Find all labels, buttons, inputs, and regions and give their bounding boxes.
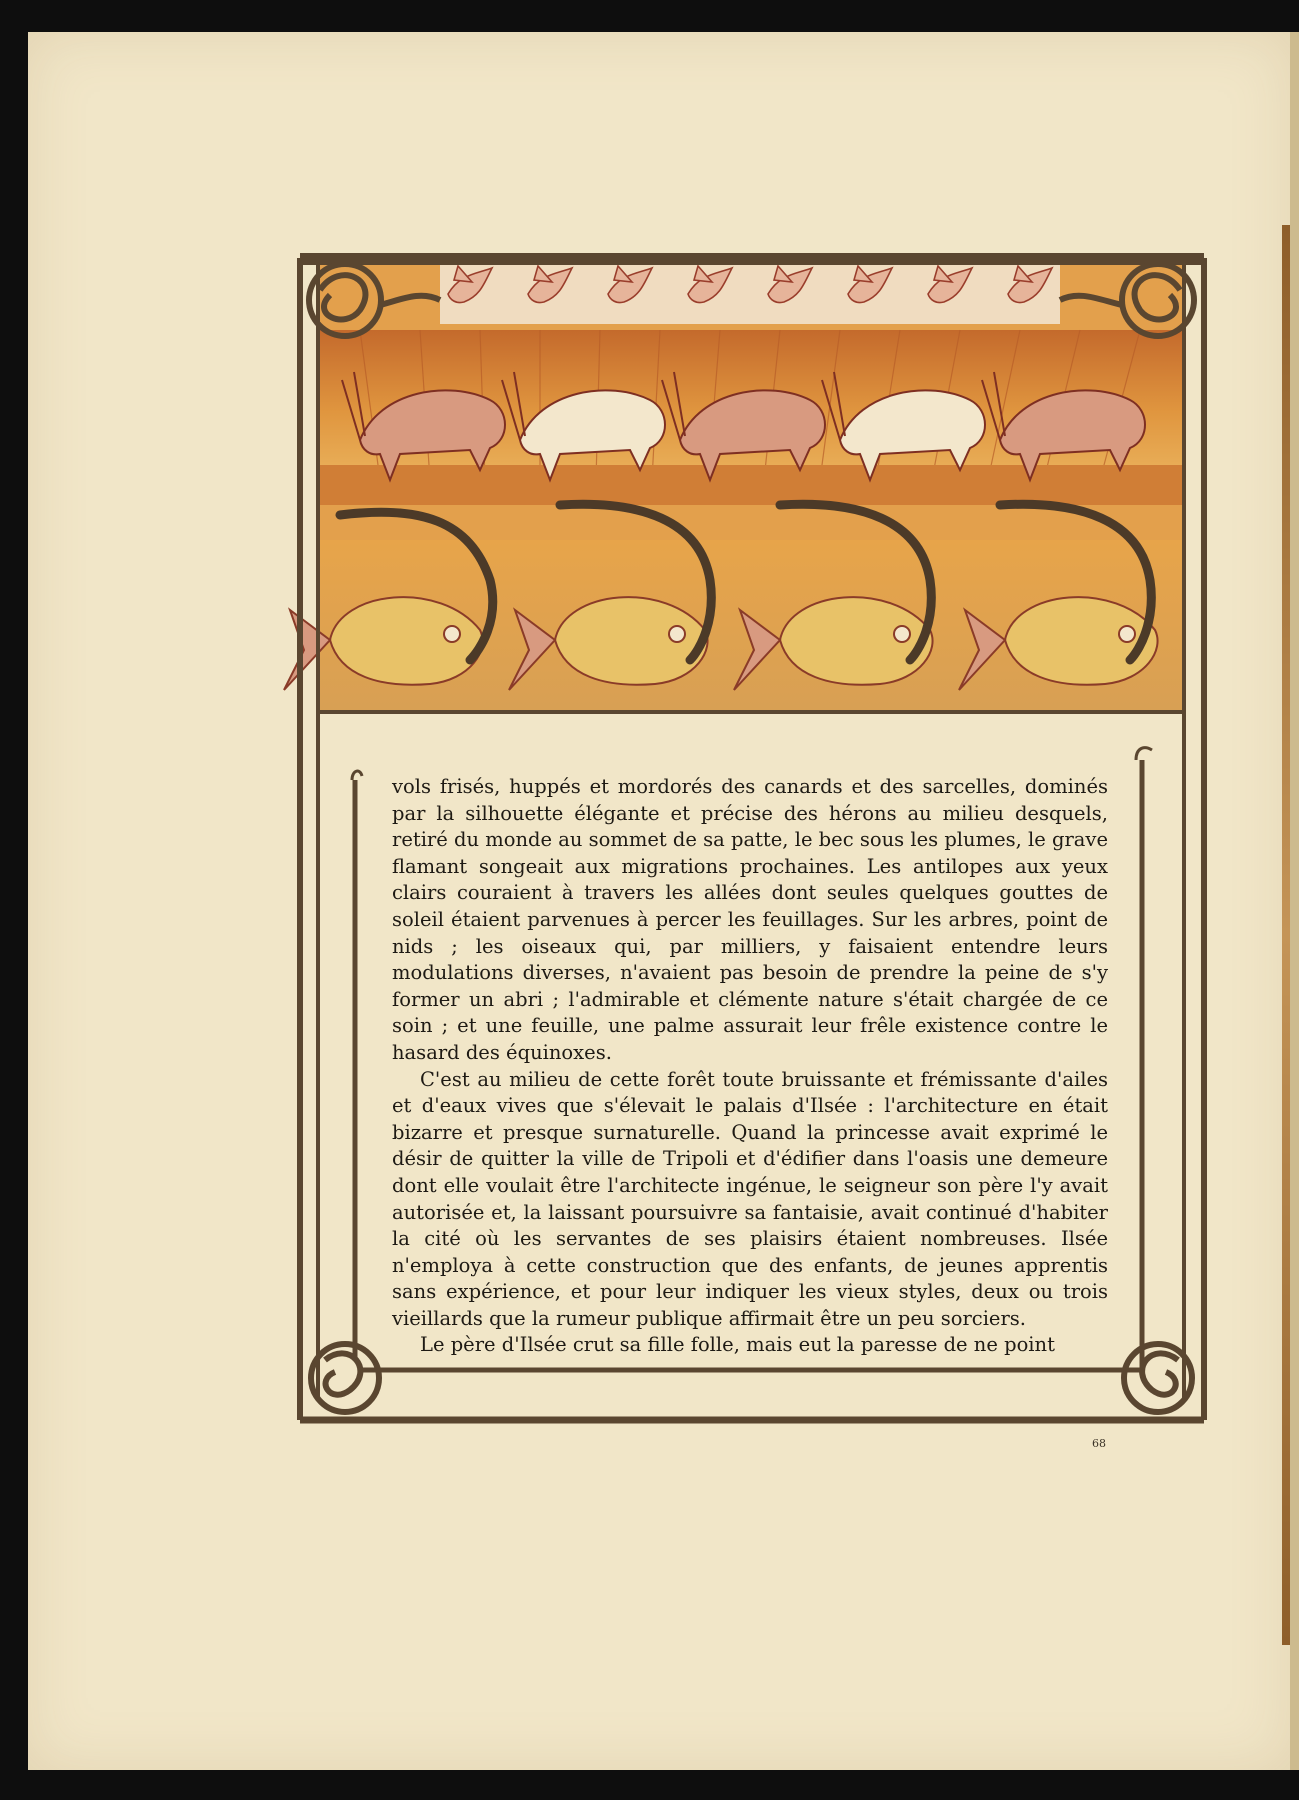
antelope-frieze: [318, 330, 1184, 505]
body-text: [392, 774, 1108, 1359]
page-number: 68: [1092, 1437, 1106, 1450]
paragraph: vols frisés, huppés et mordorés des canards et des sarcelles, dominés par la silhouette élégante et précise des hérons au milieu desquels, retiré du monde au sommet de sa patte, le bec sous les plumes, le grave flamant songeait aux migrations prochaines. Les antilopes aux yeux clairs couraient à travers les allées dont seules quelques gouttes de soleil étaient parvenues à percer les feuillages. Sur les arbres, point de nids ; les oiseaux qui, par milliers, y faisaient entendre leurs modulations diverses, n'avaient pas besoin de prendre la peine de s'y former un abri ; l'admirable et clémente nature s'était chargée de ce soin ; et une feuille, une palme assurait leur frêle existence contre le hasard des équinoxes.: [392, 775, 1108, 1064]
corner-knot-bottom-left: [311, 1344, 379, 1412]
bird-frieze: [440, 262, 1060, 324]
corner-knot-bottom-right: [1124, 1344, 1192, 1412]
paragraph: Le père d'Ilsée crut sa fille folle, mais eut la paresse de ne point: [420, 1333, 1055, 1357]
paragraph: C'est au milieu de cette forêt toute bruissante et frémissante d'ailes et d'eaux vives que s'élevait le palais d'Ilsée : l'architecture en était bizarre et presque surnaturelle. Quand la princesse avait exprimé le désir de quitter la ville de Tripoli et d'édifier dans l'oasis une demeure dont elle voulait être l'architecte ingénue, le seigneur son père l'y avait autorisée et, la laissant poursuivre sa fantaisie, avait continué d'habiter la cité où les servantes de ses plaisirs étaient nombreuses. Ilsée n'employa à cette construction que des enfants, de jeunes apprentis sans expérience, et pour leur indiquer les vieux styles, deux ou trois vieillards que la rumeur publique affirmait être un peu sorciers.: [392, 1067, 1108, 1330]
fish-figure: [284, 597, 483, 690]
